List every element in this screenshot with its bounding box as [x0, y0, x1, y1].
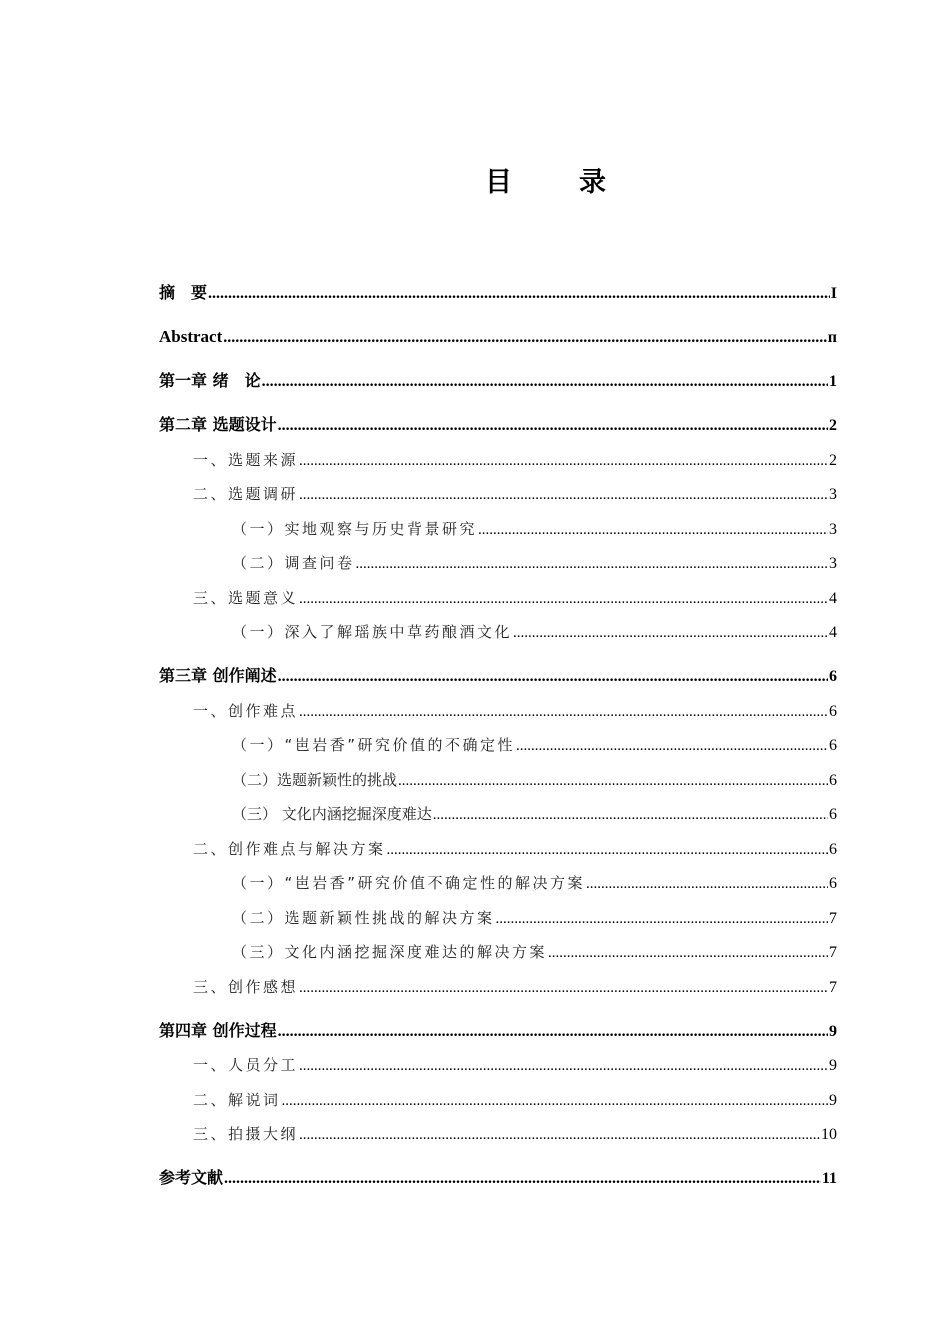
toc-entry[interactable] — [159, 728, 837, 763]
toc-entry-page: 3 — [829, 520, 837, 538]
toc-entry-page: 11 — [821, 1170, 837, 1187]
toc-entry-label: 一、创作难点 — [193, 701, 299, 720]
dot-leader — [516, 729, 828, 764]
dot-leader — [299, 444, 828, 479]
toc-entry-page: 6 — [829, 668, 837, 685]
toc-entry-label: （二）调查问卷 — [232, 554, 355, 572]
toc-entry-page: 6 — [829, 771, 837, 789]
toc-entry-page: 3 — [829, 486, 837, 503]
toc-entry-page: п — [827, 329, 837, 346]
toc-entry-page: 9 — [829, 1091, 837, 1109]
toc-entry-page: 4 — [829, 589, 837, 607]
toc-entry-label: 三、创作感想 — [193, 977, 299, 996]
toc-entry-label: （二）选题新颖性的挑战 — [232, 770, 398, 789]
toc-entry[interactable] — [159, 659, 837, 694]
toc-entry[interactable] — [159, 477, 837, 512]
table-of-contents — [159, 276, 837, 1196]
toc-entry-label: 一、选题来源 — [193, 450, 299, 469]
toc-entry[interactable] — [159, 832, 837, 867]
toc-entry-label: （三）文化内涵挖掘深度难达的解决方案 — [232, 943, 548, 961]
toc-entry-label: 二、创作难点与解决方案 — [193, 839, 386, 858]
dot-leader — [278, 409, 828, 444]
toc-entry-label: 三、选题意义 — [193, 588, 299, 607]
dot-leader — [278, 660, 828, 695]
dot-leader — [223, 321, 827, 356]
toc-entry[interactable] — [159, 276, 837, 311]
page-title: 目 录 — [485, 167, 626, 198]
toc-entry[interactable] — [159, 581, 837, 616]
toc-entry-label: Abstract — [159, 327, 223, 346]
toc-entry[interactable] — [159, 970, 837, 1005]
toc-entry-page: 6 — [829, 875, 837, 892]
toc-entry-label: （一）深入了解瑶族中草药酿酒文化 — [232, 623, 513, 641]
toc-entry[interactable] — [159, 615, 837, 650]
toc-entry[interactable] — [159, 935, 837, 970]
toc-entry-page: I — [830, 285, 837, 302]
toc-entry[interactable] — [159, 1161, 837, 1196]
toc-entry[interactable] — [159, 866, 837, 901]
dot-leader — [478, 513, 828, 548]
toc-entry[interactable] — [159, 320, 837, 355]
toc-entry-label: 二、解说词 — [193, 1090, 281, 1109]
toc-entry[interactable] — [159, 1048, 837, 1083]
toc-entry[interactable] — [159, 546, 837, 581]
toc-entry[interactable] — [159, 797, 837, 832]
toc-entry-label: 二、选题调研 — [193, 485, 299, 503]
toc-entry-label: 参考文献 — [159, 1168, 224, 1187]
toc-entry-label: 三、拍摄大纲 — [193, 1125, 299, 1143]
dot-leader — [299, 1049, 828, 1084]
toc-entry-page: 6 — [829, 702, 837, 720]
dot-leader — [387, 833, 828, 868]
toc-entry-page: 9 — [829, 1057, 837, 1074]
dot-leader — [433, 798, 828, 833]
toc-entry-label: 摘 要 — [159, 283, 208, 302]
dot-leader — [299, 971, 828, 1006]
dot-leader — [299, 582, 828, 617]
dot-leader — [208, 277, 830, 312]
toc-entry[interactable] — [159, 694, 837, 729]
toc-entry-label: 一、人员分工 — [193, 1056, 299, 1074]
toc-entry-label: 第四章 创作过程 — [159, 1020, 277, 1040]
toc-entry[interactable] — [159, 408, 837, 443]
toc-entry-label: （三） 文化内涵挖掘深度难达 — [232, 805, 432, 823]
toc-entry-page: 6 — [829, 737, 837, 754]
dot-leader — [496, 902, 828, 937]
toc-entry-page: 7 — [829, 978, 837, 996]
dot-leader — [278, 1015, 828, 1050]
dot-leader — [513, 616, 828, 651]
toc-entry-label: （一）实地观察与历史背景研究 — [232, 519, 478, 538]
toc-entry[interactable] — [159, 763, 837, 798]
toc-entry-page: 4 — [829, 624, 837, 641]
toc-entry-page: 2 — [829, 451, 837, 469]
toc-entry-label: （一）“岜岩香”研究价值的不确定性 — [232, 736, 516, 754]
toc-entry[interactable] — [159, 1083, 837, 1118]
dot-leader — [224, 1162, 821, 1197]
toc-entry-page: 1 — [829, 373, 837, 390]
toc-entry-page: 3 — [829, 555, 837, 572]
toc-entry-page: 6 — [829, 806, 837, 823]
dot-leader — [299, 695, 828, 730]
toc-entry-label: （二）选题新颖性挑战的解决方案 — [232, 908, 495, 927]
toc-entry-page: 7 — [829, 944, 837, 961]
toc-entry-label: 第三章 创作阐述 — [159, 666, 277, 685]
toc-entry-label: 第一章 绪 论 — [159, 371, 261, 390]
toc-entry[interactable] — [159, 1117, 837, 1152]
toc-entry-page: 6 — [829, 840, 837, 858]
toc-entry-page: 10 — [821, 1126, 837, 1143]
toc-entry[interactable] — [159, 1014, 837, 1049]
dot-leader — [548, 936, 828, 971]
dot-leader — [299, 1118, 820, 1153]
toc-entry[interactable] — [159, 364, 837, 399]
toc-entry[interactable] — [159, 512, 837, 547]
dot-leader — [356, 547, 828, 582]
dot-leader — [262, 365, 828, 400]
toc-entry-label: 第二章 选题设计 — [159, 415, 277, 434]
toc-entry-page: 7 — [829, 909, 837, 927]
toc-entry[interactable] — [159, 901, 837, 936]
toc-entry-page: 2 — [829, 417, 837, 434]
dot-leader — [398, 764, 828, 799]
dot-leader — [586, 867, 828, 902]
dot-leader — [282, 1084, 828, 1119]
toc-entry-page: 9 — [829, 1022, 837, 1040]
toc-entry[interactable] — [159, 443, 837, 478]
dot-leader — [299, 478, 828, 513]
toc-entry-label: （一）“岜岩香”研究价值不确定性的解决方案 — [232, 874, 586, 892]
